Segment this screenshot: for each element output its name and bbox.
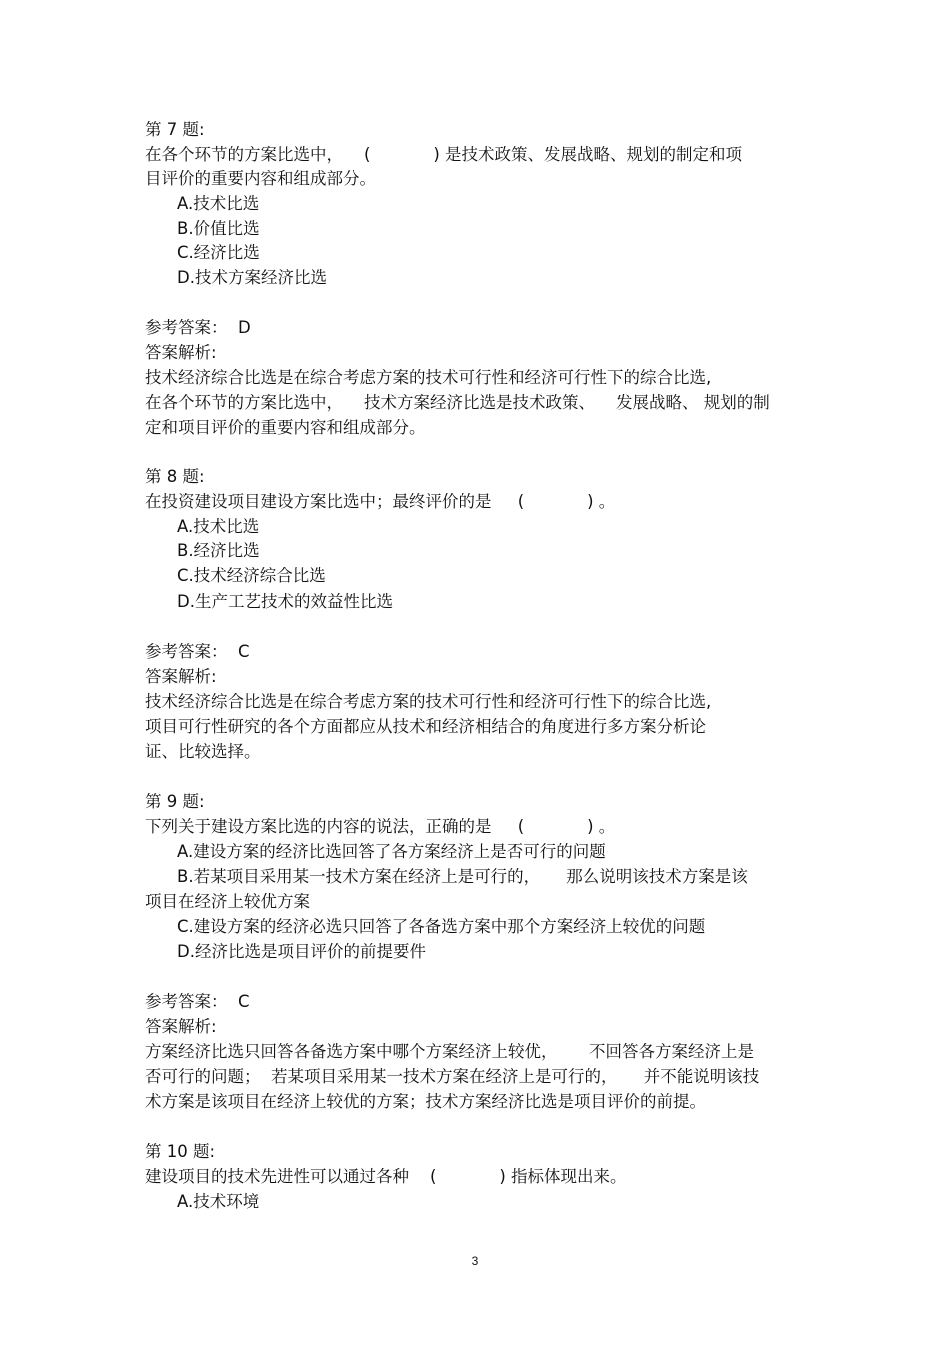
question-8-option-b: B.经济比选 xyxy=(177,541,260,560)
question-9-analysis-line-2: 否可行的问题； 若某项目采用某一技术方案在经济上是可行的， 并不能说明该技 xyxy=(145,1067,760,1086)
question-9-option-c: C.建设方案的经济必选只回答了各备选方案中那个方案经济上较优的问题 xyxy=(177,917,706,936)
question-8-option-d: D.生产工艺技术的效益性比选 xyxy=(177,592,393,611)
question-7-analysis-label: 答案解析: xyxy=(145,343,217,362)
question-9-option-d: D.经济比选是项目评价的前提要件 xyxy=(177,942,426,961)
question-8-stem: 在投资建设项目建设方案比选中；最终评价的是 ( ) 。 xyxy=(145,492,616,511)
question-9-option-b-continued: 项目在经济上较优方案 xyxy=(145,892,310,911)
question-7-answer: 参考答案： D xyxy=(145,318,251,337)
question-10-option-a: A.技术环境 xyxy=(177,1192,260,1211)
question-9-header: 第 9 题: xyxy=(145,792,205,811)
question-8-answer: 参考答案： C xyxy=(145,642,250,661)
question-9-analysis-line-1: 方案经济比选只回答各备选方案中哪个方案经济上较优， 不回答各方案经济上是 xyxy=(145,1042,754,1061)
question-9-answer: 参考答案： C xyxy=(145,992,250,1011)
question-7-option-c: C.经济比选 xyxy=(177,243,260,262)
question-9-analysis-label: 答案解析: xyxy=(145,1017,217,1036)
question-9-option-a: A.建设方案的经济比选回答了各方案经济上是否可行的问题 xyxy=(177,842,606,861)
question-8-option-c: C.技术经济综合比选 xyxy=(177,566,326,585)
question-7-analysis-line-2: 在各个环节的方案比选中， 技术方案经济比选是技术政策、 发展战略、 规划的制 xyxy=(145,393,770,412)
question-7-stem-line-2: 目评价的重要内容和组成部分。 xyxy=(145,169,376,188)
question-8-analysis-line-1: 技术经济综合比选是在综合考虑方案的技术可行性和经济可行性下的综合比选, xyxy=(145,692,712,711)
question-8-analysis-line-2: 项目可行性研究的各个方面都应从技术和经济相结合的角度进行多方案分析论 xyxy=(145,717,706,736)
question-9-option-b: B.若某项目采用某一技术方案在经济上是可行的， 那么说明该技术方案是该 xyxy=(177,867,748,886)
question-7-option-d: D.技术方案经济比选 xyxy=(177,268,327,287)
question-7-header: 第 7 题: xyxy=(145,120,205,139)
page-number: 3 xyxy=(471,1254,479,1268)
question-7-analysis-line-3: 定和项目评价的重要内容和组成部分。 xyxy=(145,418,426,437)
question-9-stem: 下列关于建设方案比选的内容的说法，正确的是 ( ) 。 xyxy=(145,817,616,836)
question-8-analysis-label: 答案解析: xyxy=(145,667,217,686)
question-7-option-b: B.价值比选 xyxy=(177,219,260,238)
question-10-header: 第 10 题: xyxy=(145,1142,216,1161)
question-7-option-a: A.技术比选 xyxy=(177,194,260,213)
question-7-analysis-line-1: 技术经济综合比选是在综合考虑方案的技术可行性和经济可行性下的综合比选, xyxy=(145,368,712,387)
question-9-analysis-line-3: 术方案是该项目在经济上较优的方案；技术方案经济比选是项目评价的前提。 xyxy=(145,1092,706,1111)
question-8-header: 第 8 题: xyxy=(145,467,205,486)
question-8-analysis-line-3: 证、比较选择。 xyxy=(145,742,261,761)
question-7-stem-line-1: 在各个环节的方案比选中， ( ) 是技术政策、发展战略、规划的制定和项 xyxy=(145,145,743,164)
question-10-stem: 建设项目的技术先进性可以通过各种 ( ) 指标体现出来。 xyxy=(145,1167,627,1186)
question-8-option-a: A.技术比选 xyxy=(177,517,260,536)
